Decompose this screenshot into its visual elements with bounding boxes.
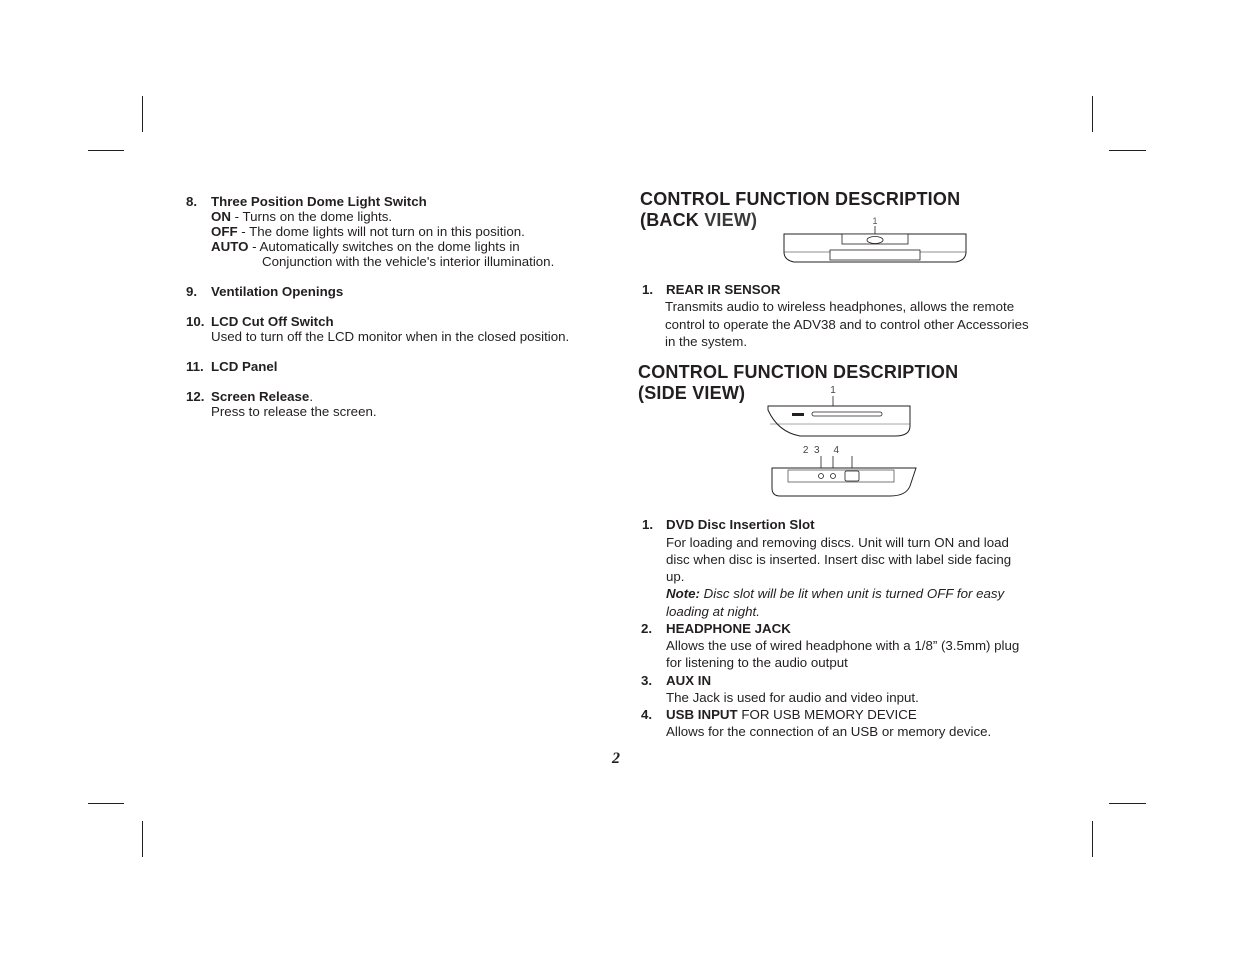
item-title: HEADPHONE JACK — [666, 621, 791, 636]
item-title: USB INPUT FOR USB MEMORY DEVICE — [666, 707, 917, 722]
item-line: Used to turn off the LCD monitor when in the closed position. — [211, 329, 570, 344]
item-title: Three Position Dome Light Switch — [211, 194, 427, 209]
crop-mark — [88, 803, 124, 804]
item-number: 1. — [642, 282, 654, 297]
item-title: REAR IR SENSOR — [666, 282, 781, 297]
item-number: 1. — [642, 517, 654, 532]
item-number: 9. — [186, 284, 198, 299]
item-line: OFF - The dome lights will not turn on in this position. — [211, 224, 525, 239]
note-line: loading at night. — [666, 604, 760, 619]
section-heading: CONTROL FUNCTION DESCRIPTION — [638, 362, 959, 382]
callout-number: 1 — [830, 385, 836, 396]
section-subheading: (SIDE VIEW) — [638, 383, 746, 403]
crop-mark — [142, 821, 143, 857]
item-line: disc when disc is inserted. Insert disc with label side facing — [666, 552, 1012, 567]
item-line: For loading and removing discs. Unit will turn ON and load — [666, 535, 1009, 550]
item-line: Allows the use of wired headphone with a 1/8” (3.5mm) plug — [666, 638, 1020, 653]
page-number: 2 — [612, 750, 620, 767]
item-number: 4. — [641, 707, 653, 722]
item-line: for listening to the audio output — [666, 655, 848, 670]
callout-numbers: 2 3 4 — [802, 445, 840, 456]
item-line: Conjunction with the vehicle's interior illumination. — [262, 254, 555, 269]
back-view-diagram — [780, 212, 970, 268]
item-number: 10. — [186, 314, 205, 329]
item-line: up. — [666, 569, 685, 584]
item-line: AUTO - Automatically switches on the dome lights in — [211, 239, 520, 254]
section-subheading: (BACK VIEW) — [640, 210, 758, 230]
item-number: 8. — [186, 194, 198, 209]
item-line: Press to release the screen. — [211, 404, 377, 419]
crop-mark — [1092, 821, 1093, 857]
item-title: DVD Disc Insertion Slot — [666, 517, 815, 532]
item-line: Transmits audio to wireless headphones, allows the remote — [665, 299, 1015, 314]
item-number: 2. — [641, 621, 653, 636]
item-line: control to operate the ADV38 and to control other Accessories — [665, 316, 1029, 332]
item-title: LCD Cut Off Switch — [211, 314, 334, 329]
item-title: Ventilation Openings — [211, 284, 344, 299]
item-line: in the system. — [665, 334, 748, 349]
item-number: 3. — [641, 673, 653, 688]
side-view-diagram — [760, 380, 925, 504]
crop-mark — [1092, 96, 1093, 132]
item-title: Screen Release. — [211, 389, 314, 404]
note-line: Note: Disc slot will be lit when unit is turned OFF for easy — [666, 586, 1005, 601]
crop-mark — [142, 96, 143, 132]
item-title: LCD Panel — [211, 359, 278, 374]
item-line: Allows for the connection of an USB or memory device. — [666, 724, 992, 739]
section-heading: CONTROL FUNCTION DESCRIPTION — [640, 189, 961, 209]
item-number: 12. — [186, 389, 205, 404]
crop-mark — [1109, 803, 1146, 804]
item-number: 11. — [186, 359, 204, 374]
crop-mark — [88, 150, 124, 151]
item-title: AUX IN — [666, 673, 712, 688]
crop-mark — [1109, 150, 1146, 151]
item-line: The Jack is used for audio and video input. — [666, 690, 919, 705]
item-line: ON - Turns on the dome lights. — [211, 209, 393, 224]
callout-number: 1 — [872, 216, 878, 226]
